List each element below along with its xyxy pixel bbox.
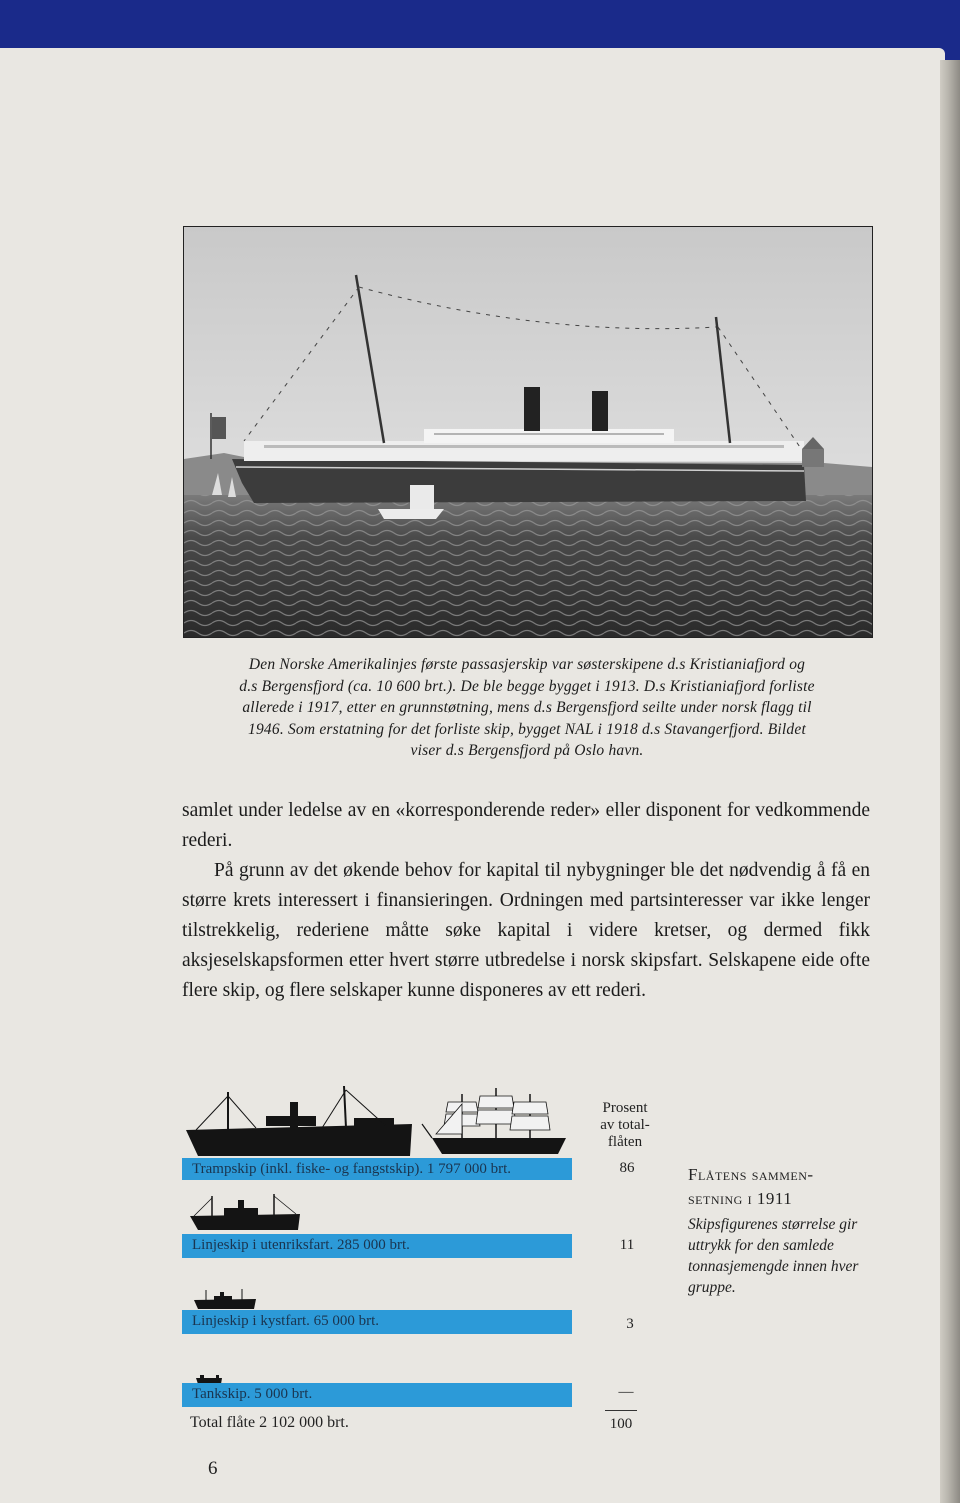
percent-tanker: —: [618, 1384, 634, 1400]
percent-foreign-liner: 11: [619, 1237, 635, 1253]
total-fleet: Total flåte 2 102 000 brt.: [190, 1414, 349, 1431]
caption-line-3: allerede i 1917, etter en grunnstøtning, mens d.s Bergensfjord seilte under norsk flagg til: [242, 699, 812, 716]
coastal-liner-silhouette: [194, 1288, 258, 1310]
chart-title-line-1: Flåtens sammen-: [688, 1165, 814, 1184]
body-paragraph-2: På grunn av det økende behov for kapital til nybygninger ble det nødvendig å få en større krets interessert i finansieringen. Ordningen med partsinteresser var ikke lenger tilstrekkelig, rederiene måtte søke kapital i videre kretser, og dermed fikk aksjeselskapsformen etter hvert større utbredelse i norsk skipsfart. Selskapene eide ofte flere skip, og flere selskaper kunne disponeres av ett rederi.: [182, 860, 870, 1001]
bar-tramp: Trampskip (inkl. fiske- og fangstskip). 1 797 000 brt.: [182, 1158, 572, 1180]
chart-title-line-2: setning i 1911: [688, 1189, 793, 1208]
ship-illustration: [184, 227, 872, 637]
page-edge: [940, 60, 960, 1503]
chart-title: [688, 1163, 888, 1211]
page-number: 6: [208, 1458, 218, 1479]
bar-foreign-liner: Linjeskip i utenriksfart. 285 000 brt.: [182, 1234, 572, 1258]
caption-line-1: Den Norske Amerikalinjes første passasjerskip var søsterskipene d.s Kristianiafjord og: [248, 656, 806, 673]
caption-line-2: d.s Bergensfjord (ca. 10 600 brt.). De ble begge bygget i 1913. D.s Kristianiafjord forliste: [239, 677, 815, 695]
caption-line-5: viser d.s Bergensfjord på Oslo havn.: [410, 742, 644, 759]
percent-header-line-2: av total-: [600, 1117, 650, 1133]
bar-coastal-liner: Linjeskip i kystfart. 65 000 brt.: [182, 1310, 572, 1334]
percent-header-line-3: flåten: [607, 1134, 643, 1150]
body-paragraph-1: samlet under ledelse av en «korresponderende reder» eller disponent for vedkommende rederi.: [182, 800, 870, 851]
percent-coastal-liner: 3: [626, 1316, 634, 1332]
photo-caption: [180, 654, 874, 762]
bar-tanker: Tankskip. 5 000 brt.: [182, 1383, 572, 1407]
sum-rule: [605, 1410, 637, 1411]
percent-total: 100: [609, 1416, 633, 1432]
ship-photograph: [183, 226, 873, 638]
percent-column-header: [590, 1100, 660, 1151]
chart-note: Skipsfigurenes størrelse gir uttrykk for den samlede tonnasjemengde innen hver gruppe.: [688, 1216, 859, 1296]
percent-header-line-1: Prosent: [602, 1100, 648, 1116]
caption-line-4: 1946. Som erstatning for det forliste skip, bygget NAL i 1918 d.s Stavangerfjord. Bildet: [248, 720, 806, 738]
percent-tramp: 86: [619, 1160, 635, 1176]
tramp-ship-silhouettes: [186, 1084, 586, 1158]
foreign-liner-silhouette: [190, 1192, 302, 1232]
